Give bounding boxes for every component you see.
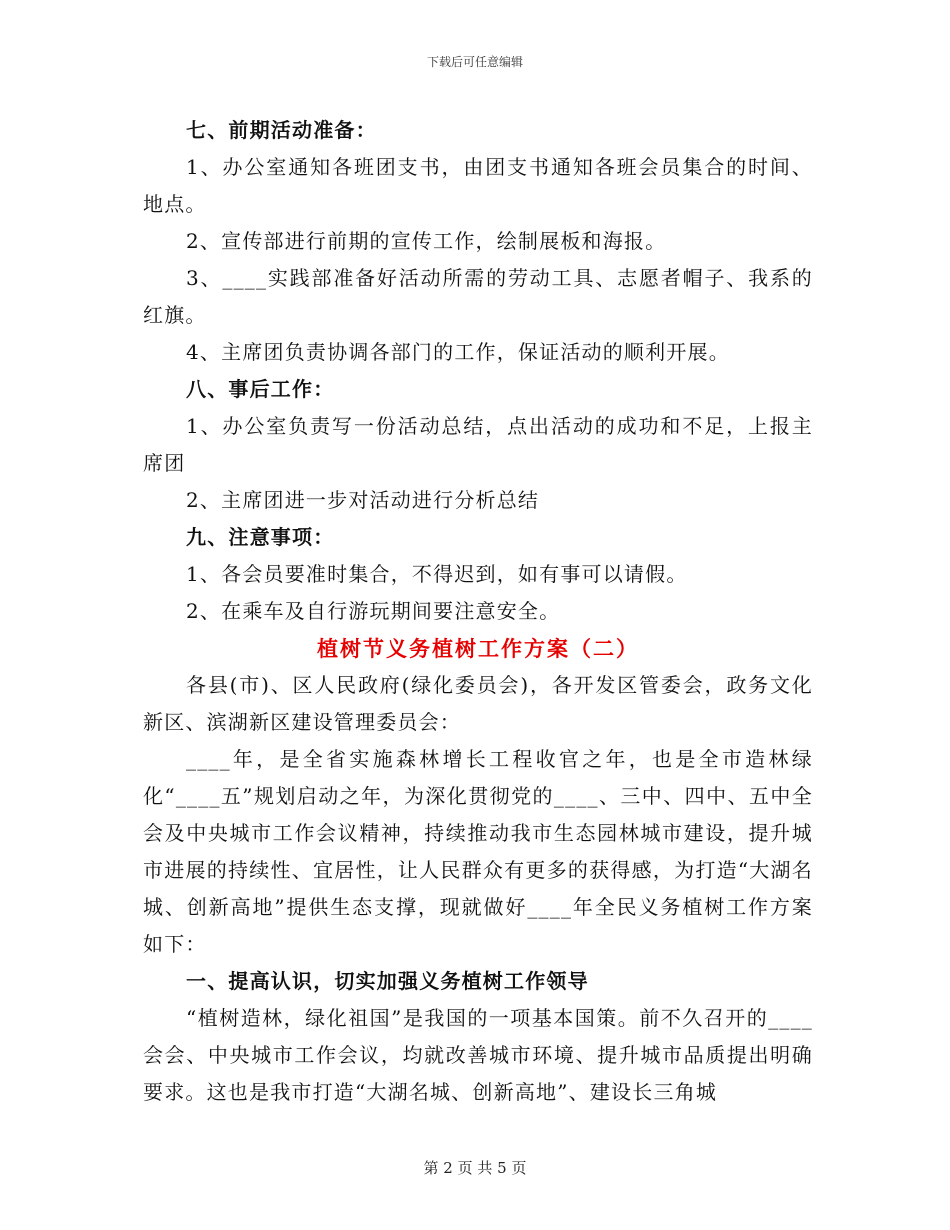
paragraph: 2、主席团进一步对活动进行分析总结 — [186, 488, 540, 512]
paragraph: 各县(市)、区人民政府(绿化委员会)，各开发区管委会，政务文化新区、滨湖新区建设管理委员会： — [143, 673, 813, 734]
document-body — [143, 112, 813, 1111]
section-heading-7: 七、前期活动准备： — [186, 118, 377, 142]
document-title: 植树节义务植树工作方案（二） — [317, 636, 639, 661]
page-header: 下载后可任意编辑 — [426, 55, 523, 69]
paragraph: 4、主席团负责协调各部门的工作，保证活动的顺利开展。 — [186, 340, 730, 364]
paragraph: 1、办公室通知各班团支书，由团支书通知各班会员集合的时间、地点。 — [143, 155, 813, 216]
paragraph: 2、在乘车及自行游玩期间要注意安全。 — [186, 599, 561, 623]
section-heading-1: 一、提高认识，切实加强义务植树工作领导 — [186, 969, 589, 993]
paragraph: 1、办公室负责写一份活动总结，点出活动的成功和不足，上报主席团 — [143, 414, 813, 475]
paragraph: “植树造林，绿化祖国”是我国的一项基本国策。前不久召开的____会会、中央城市工作会议，均就改善城市环境、提升城市品质提出明确要求。这也是我市打造“大湖名城、创新高地”、建设长三角城 — [143, 1006, 813, 1104]
paragraph: 2、宣传部进行前期的宣传工作，绘制展板和海报。 — [186, 229, 667, 253]
paragraph: 3、____实践部准备好活动所需的劳动工具、志愿者帽子、我系的红旗。 — [143, 266, 813, 327]
page-footer: 第 2 页 共 5 页 — [423, 1159, 527, 1177]
paragraph: ____年，是全省实施森林增长工程收官之年，也是全市造林绿化“____五”规划启动之年，为深化贯彻党的____、三中、四中、五中全会及中央城市工作会议精神，持续推动我市生态园林城市建设，提升城市进展的持续性、宜居性，让人民群众有更多的获得感，为打造“大湖名城、创新高地”提供生态支撑，现就做好____年全民义务植树工作方案如下： — [143, 747, 813, 956]
section-heading-8: 八、事后工作： — [186, 377, 335, 401]
section-heading-9: 九、注意事项： — [186, 525, 335, 549]
paragraph: 1、各会员要准时集合，不得迟到，如有事可以请假。 — [186, 562, 688, 586]
